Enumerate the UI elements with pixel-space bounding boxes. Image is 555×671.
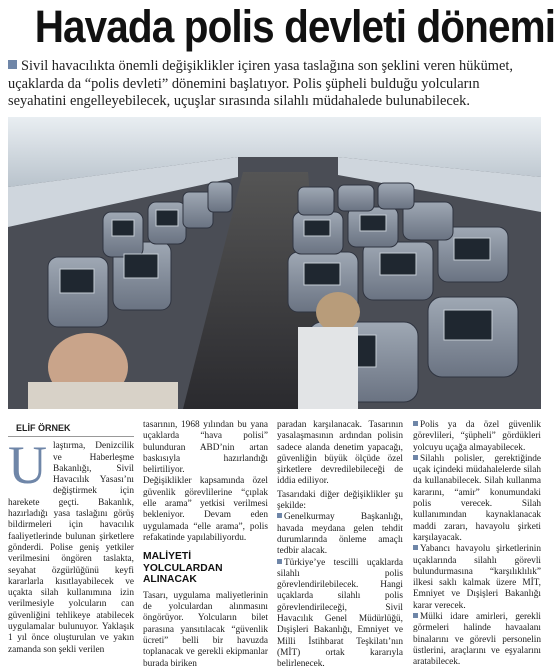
bullet-square-icon <box>8 60 17 69</box>
paragraph: tasarının, 1968 yılından bu yana uçaklarda “hava polisi” bulunduran ABD’nin artan baskısıyla hazırlandığı belirtiliyor. <box>143 420 268 476</box>
paragraph: Değişiklikler kapsamında özel güvenlik görevlilerine “çıplak elle arama” yetkisi verilmesi bekleniyor. Devam eden uygulamada “elle arama”, polis refakatinde yapılabiliyordu. <box>143 476 268 543</box>
byline: ELİF ÖRNEK <box>8 420 134 437</box>
bullet-text: Polis ya da özel güvenlik görevlileri, “şüpheli” gördükleri yolcuyu uçağa almayabilecek. <box>413 420 541 453</box>
section-subhead: MALİYETİ YOLCULARDAN ALINACAK <box>143 551 223 586</box>
article-column-1 <box>8 420 134 656</box>
bullet-text: Genelkurmay Başkanlığı, havada meydana gelen tehdit durumlarında önleme amaçlı tedbir alacak. <box>277 512 403 557</box>
bullet-text: Silahlı polisler, gerektiğinde uçak içindeki müdahalelerde silah da kullanabilecek. Silah kullanma kararını, “amir” konumundaki polis verecek. Silah kullanımından kaynaklanacak maddi zararı, havayolu şirketi karşılayacak. <box>413 453 541 543</box>
paragraph <box>8 435 134 656</box>
bullet-square-icon <box>413 421 418 426</box>
bullet-square-icon <box>277 513 282 518</box>
bullet-square-icon <box>413 545 418 550</box>
bullet-text: Mülki idare amirleri, gerekli görmeleri halinde havaalanı binalarını ve görevli personelin üstlerini, araçlarını ve eşyalarını aratabilecek. <box>413 612 541 668</box>
paragraph: paradan karşılanacak. Tasarının yasalaşmasının ardından polisin sadece alanda denetim yapacağı, güvenliğin büyük ölçüde özel şirketlere devredilebileceği de iddia ediliyor. <box>277 420 403 487</box>
bullet-item <box>413 544 541 612</box>
deck-text: Sivil havacılıkta önemli değişiklikler içiren yasa taslağına son şeklini veren hükümet, uçaklarda da “polis devleti” dönemini başlatıyor. Polis şüpheli bulduğu yolcuların seyahatini engelleyebilecek, uçuşlar sırasında silahlı müdahalede bulunabilecek. <box>8 58 513 109</box>
paragraph: Tasarıdaki diğer değişiklikler şu şekilde: <box>277 489 403 512</box>
bullet-item <box>413 454 541 544</box>
bullet-text: Türkiye’ye tescilli uçaklarda silahlı polis görevlendirilebilecek. Hangi uçaklarda silahlı polis görevlendirileceği, Sivil Havacılık Genel Müdürlüğü, Dışişleri Bakanlığı, Emniyet ve Milli İstihbarat Teşkilatı’nın (MİT) ortak kararıyla belirlenecek. <box>277 557 403 670</box>
bullet-item <box>413 612 541 668</box>
bullet-item <box>277 512 403 557</box>
bullet-square-icon <box>413 613 418 618</box>
article-column-4 <box>413 420 541 669</box>
paragraph: Tasarı, uygulama maliyetlerinin de yolculardan alınmasını öngörüyor. Yolcuların bilet parasına yansıtılacak “güvenlik ücreti” belli bir havuzda toplanacak ve gerekli ekipmanlar burada biriken <box>143 590 268 669</box>
aircraft-cabin-photo <box>8 117 541 409</box>
article-column-3 <box>277 420 403 671</box>
bullet-square-icon <box>413 455 418 460</box>
article-deck <box>8 58 541 111</box>
bullet-text: Yabancı havayolu şirketlerinin uçaklarında silahlı görevli bulundurmasına “karşılıklılık” ilkesi saklı kalmak üzere MİT, Emniyet ve Dışişleri Bakanlığı karar verecek. <box>413 544 541 611</box>
article-column-2 <box>143 420 268 670</box>
cabin-illustration <box>8 117 541 409</box>
col1-text: laştırma, Denizcilik ve Haberleşme Bakanlığı, Sivil Havacılık Yasası’nı değiştirmek için harekete geçti. Bakanlık, hazırladığı yasa taslağını görüş bildirmeleri için havacılık faaliyetlerinde bulunan şirketlere gönderdi. Polise geniş yetkiler verilmesini öngören taslakta, seyahat özgürlüğünü keyfi kararlarla kısıtlayabilecek ve uçakta silah kullanımına izin verilmesiyle yolcuların can güvenliğini tehlikeye atabilecek uygulamalar bulunuyor. Yaklaşık 1 yıl önce oluşturulan ve yakın zamanda son şekli verilen <box>8 441 134 655</box>
bullet-item <box>413 420 541 454</box>
drop-cap: U <box>8 435 47 496</box>
bullet-item <box>277 558 403 671</box>
bullet-square-icon <box>277 559 282 564</box>
article-headline: Havada polis devleti dönemi <box>34 1 555 52</box>
